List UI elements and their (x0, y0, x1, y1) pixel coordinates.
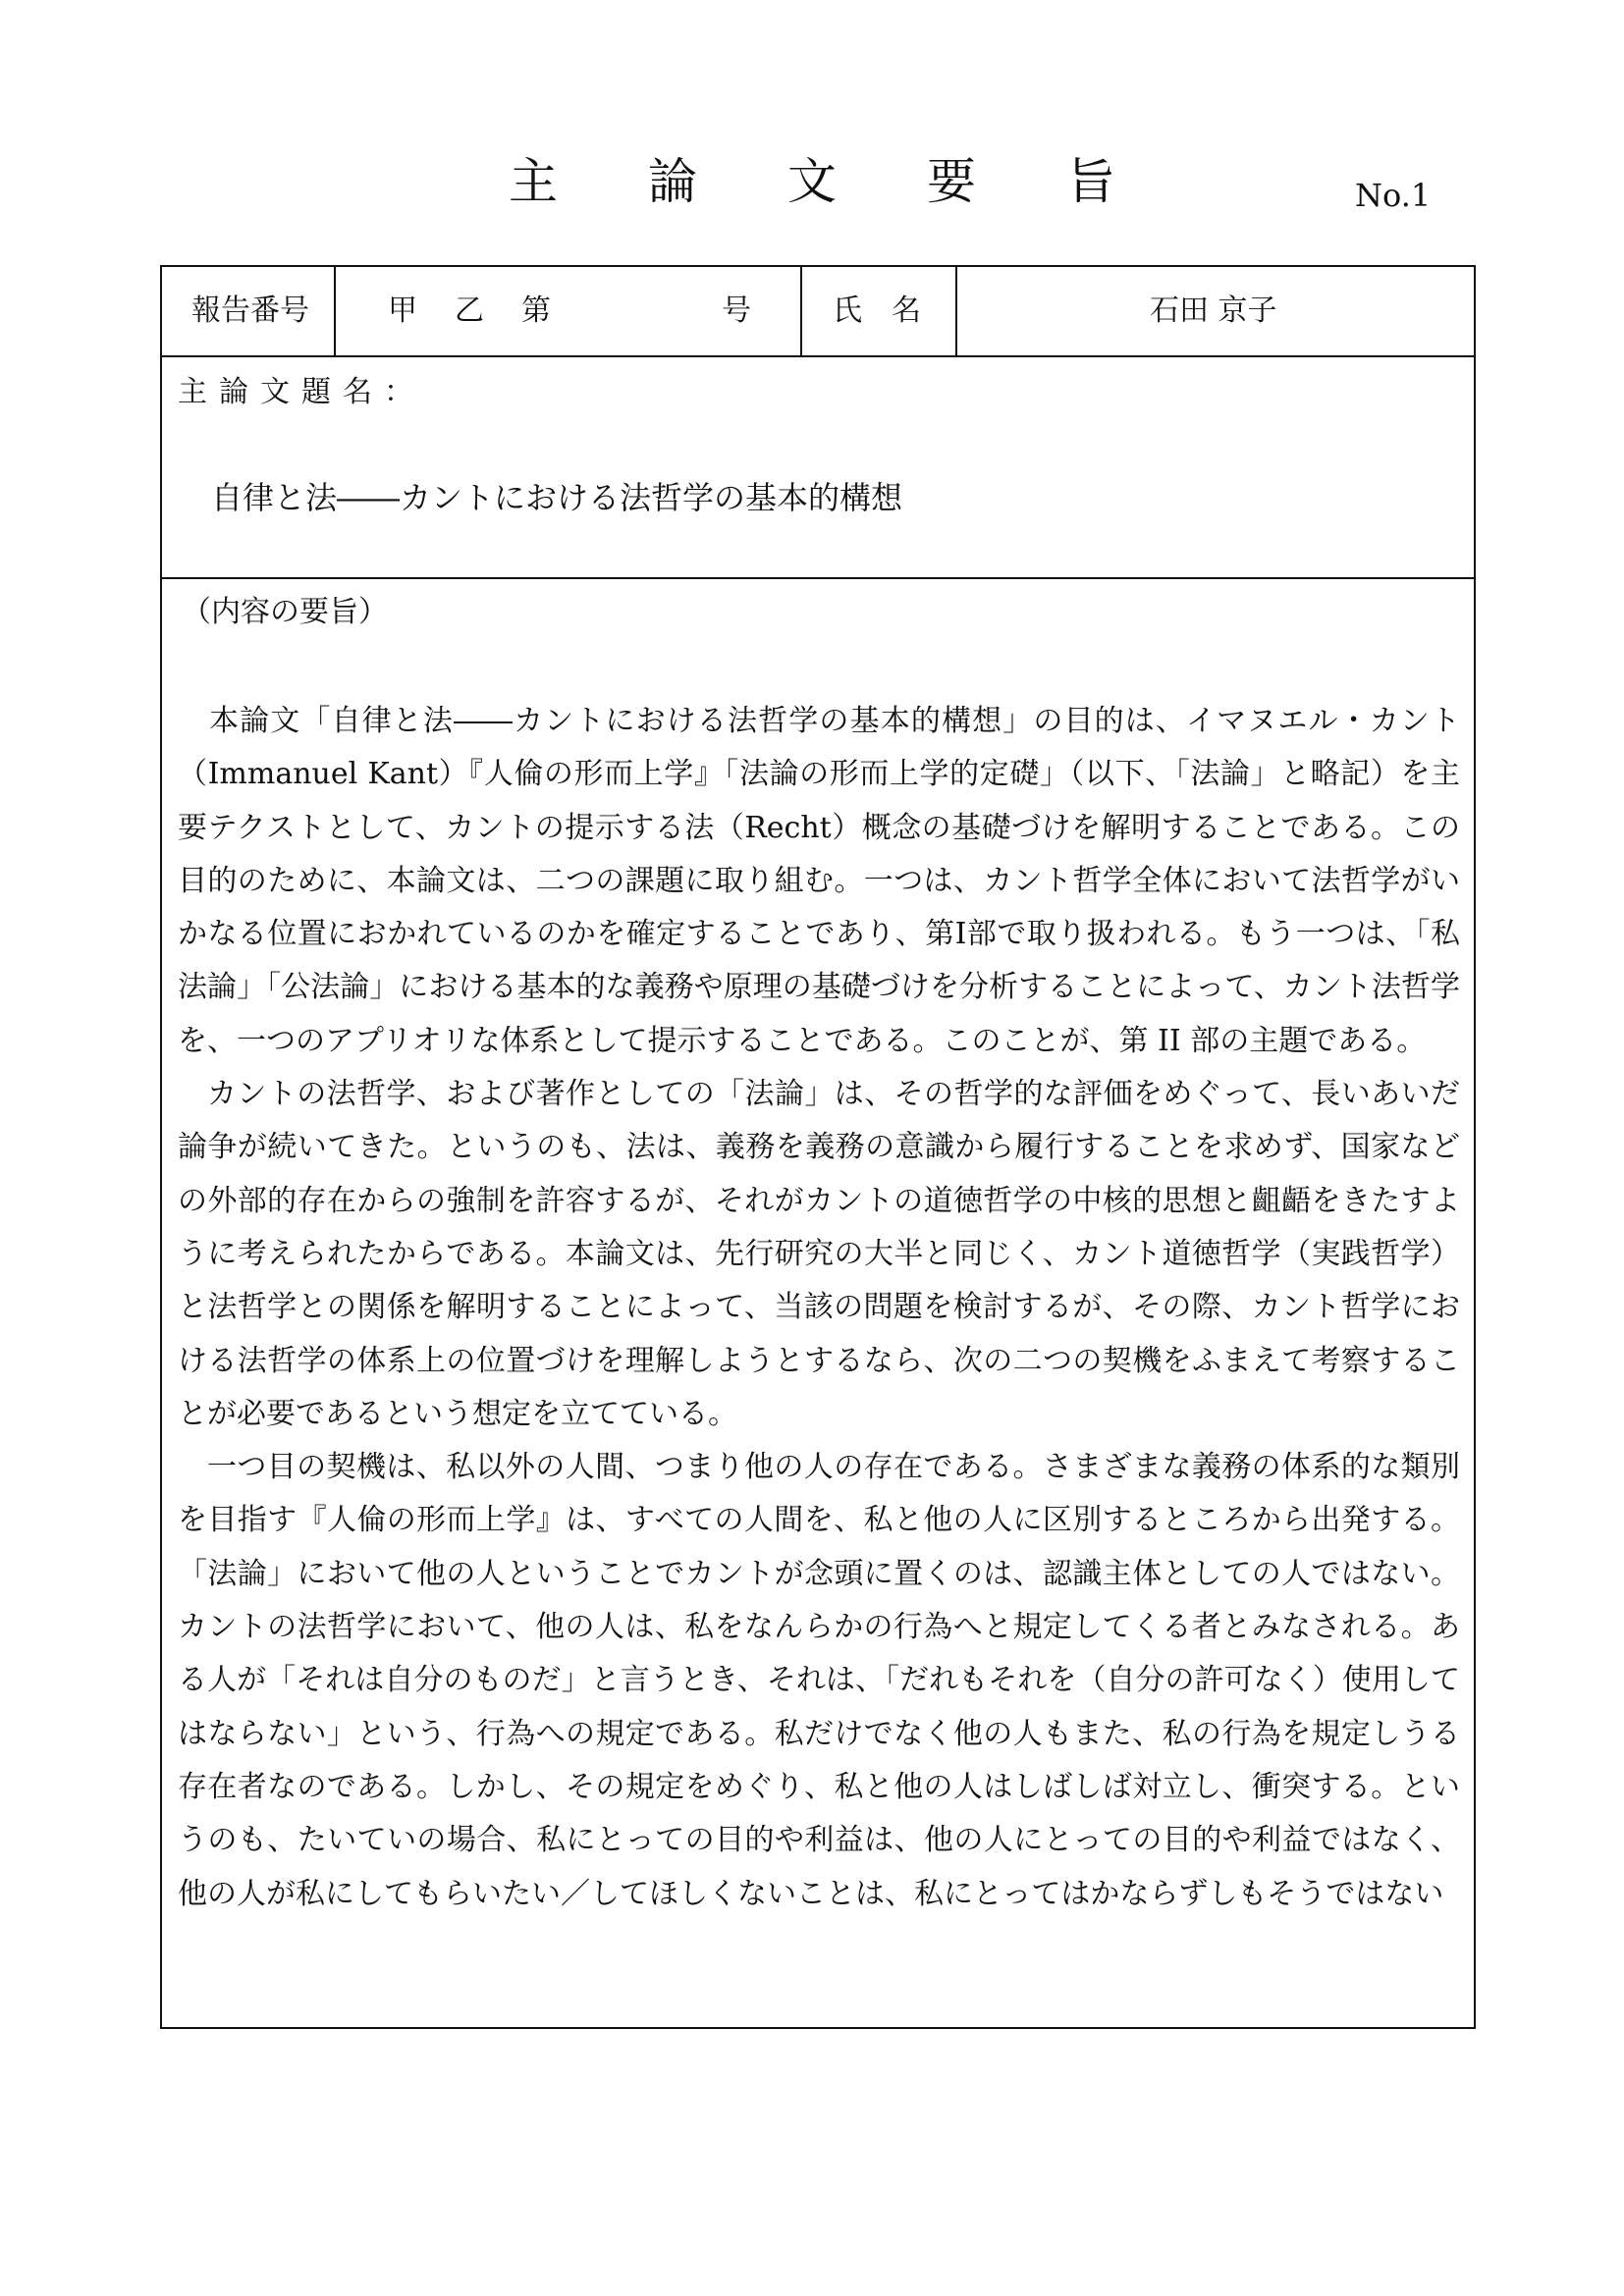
divider (334, 267, 336, 355)
divider (955, 267, 957, 355)
thesis-title-label: 主論文題名： (178, 375, 425, 409)
summary-paragraph: カントの法哲学、および著作としての「法論」は、その哲学的な評価をめぐって、長いあいだ論争が続いてきた。というのも、法は、義務を義務の意識から履行することを求めず、国家などの外部的存在からの強制を許容するが、それがカントの道徳哲学の中核的思想と齟齬をきたすように考えられたからである。本論文は、先行研究の大半と同じく、カント道徳哲学（実践哲学）と法哲学との関係を解明することによって、当該の問題を検討するが、その際、カント哲学における法哲学の体系上の位置づけを理解しようとするなら、次の二つの契機をふまえて考察することが必要であるという想定を立てている。 (178, 1077, 1460, 1431)
summary-body (178, 695, 1460, 1921)
page-number: No.1 (1355, 177, 1432, 214)
title-char: 論 (648, 153, 697, 210)
summary-paragraph: 一つ目の契機は、私以外の人間、つまり他の人の存在である。さまざまな義務の体系的な類別を目指す『人倫の形而上学』は、すべての人間を、私と他の人に区別するところから出発する。「法論」において他の人ということでカントが念頭に置くのは、認識主体としての人ではない。カントの法哲学において、他の人は、私をなんらかの行為へと規定してくる者とみなされる。ある人が「それは自分のものだ」と言うとき、それは、「だれもそれを（自分の許可なく）使用してはならない」という、行為への規定である。私だけでなく他の人もまた、私の行為を規定しうる存在者なのである。しかし、その規定をめぐり、私と他の人はしばしば対立し、衝突する。というのも、たいていの場合、私にとっての目的や利益は、他の人にとっての目的や利益ではなく、他の人が私にしてもらいたい／してほしくないことは、私にとってはかならずしもそうではない (178, 1450, 1460, 1911)
report-number-label: 報告番号 (191, 294, 309, 328)
title-char: 要 (927, 153, 976, 210)
divider (800, 267, 802, 355)
title-char: 文 (787, 153, 837, 210)
name-label: 氏 名 (833, 294, 921, 328)
report-number-value: 甲 乙 第 号 (388, 294, 755, 328)
divider (162, 355, 1474, 357)
thesis-title: 自律と法――カントにおける法哲学の基本的構想 (211, 479, 903, 516)
name-value: 石田 京子 (1150, 294, 1277, 328)
divider (162, 577, 1474, 579)
title-char: 旨 (1066, 153, 1115, 210)
summary-paragraph: 本論文「自律と法――カントにおける法哲学の基本的構想」の目的は、イマヌエル・カント（Immanuel Kant）『人倫の形而上学』「法論の形而上学的定礎」（以下、「法論」と略記）を主要テクストとして、カントの提示する法（Recht）概念の基礎づけを解明することである。この目的のために、本論文は、二つの課題に取り組む。一つは、カント哲学全体において法哲学がいかなる位置におかれているのかを確定することであり、第Ⅰ部で取り扱われる。もう一つは、「私法論」「公法論」における基本的な義務や原理の基礎づけを分析することによって、カント法哲学を、一つのアプリオリな体系として提示することである。このことが、第 II 部の主題である。 (178, 704, 1460, 1058)
document-frame (160, 265, 1476, 2029)
title-char: 主 (509, 153, 558, 210)
summary-heading: （内容の要旨） (182, 595, 388, 629)
